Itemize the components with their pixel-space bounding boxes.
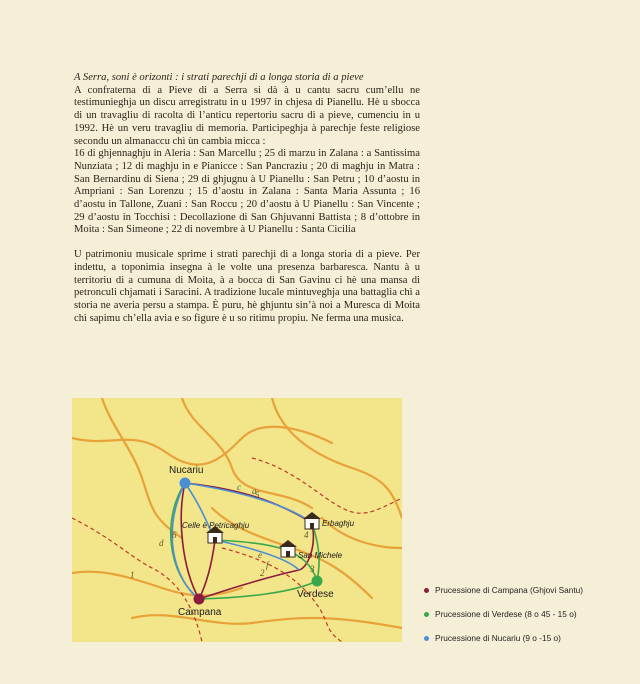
article-paragraph-calendar: 16 di ghjennaghju in Aleria : San Marcellu ; 25 di marzu in Zalana : a Santissima Nunziata ; 12 di maghju in e Pianicce : San Pancraziu ; 20 di maghju in Matra : San Bernardinu di Siena ; 29 di ghjugnu à U Pianellu : San Petru ; 10 d’aostu in Ampriani : San Lorenzu ; 15 d’aostu in Zalana : Santa Maria Assunta ; 16 d’aostu in Tallone, Zuani : San Roccu ; 20 d’aostu à U Pianellu : San Vincente ; 29 d’aostu in Tocchisi : Decollazione di San Ghjuvanni Battista ; 8 d’ottobre in Moita : San Simeone ; 22 di novembre à U Pianellu : Santa Cicilia [74,148,420,236]
route-letter-4: 4 [304,530,309,540]
route-letter-f: f [266,560,269,570]
erbaghju-label: Erbaghju [322,519,355,528]
legend-item-campana [424,578,583,602]
nucariu-marker [180,478,191,489]
route-letter-3: 3 [310,564,315,574]
campana-label: Campana [178,607,222,618]
route-letter-2: 2 [260,568,265,578]
san-michele-label: San Michele [298,551,343,560]
campana-marker [194,594,205,605]
article [74,72,420,325]
route-letter-c: c [237,482,241,492]
article-paragraph-intro: A confraterna di a Pieve di a Serra si dà à u cantu sacru cum’ellu ne testimunieghja un discu arregistratu in u 1997 in chjesa di Pianellu. Hè u sbocca di un travagliu di racolta di l’anticu repertoriu sacru di a pieve, cumenciu in u 1992. Hè un veru travagliu di memoria. Participeghja à parechje feste religiose secondu un almanaccu chì ùn cambia micca : [74,84,420,147]
route-letter-1: 1 [130,570,135,580]
procession-map [72,398,402,642]
celle-label: Celle è Petricaghju [182,521,250,530]
article-title: A Serra, soni è orizonti : i strati parechji di a longa storia di a pieve [74,72,364,83]
route-letter-e: e [258,550,262,560]
legend-label-verdese: Prucessione di Verdese (8 o 45 - 15 o) [435,609,577,619]
map-svg [72,398,402,642]
route-letter-a: a [252,486,257,496]
route-letter-6: 6 [172,530,177,540]
map-legend [424,578,583,650]
verdese-label: Verdese [297,589,334,600]
route-letter-d: d [159,538,164,548]
verdese-marker [312,576,323,587]
legend-label-nucariu: Prucessione di Nucariu (9 o -15 o) [435,633,561,643]
legend-item-nucariu [424,626,583,650]
legend-item-verdese [424,602,583,626]
nucariu-dot-icon [424,636,429,641]
verdese-dot-icon [424,612,429,617]
route-letter-5: 5 [255,490,260,500]
article-paragraph-heritage: U patrimoniu musicale sprime i strati parechji di a longa storia di a pieve. Per indettu, a toponimia insegna à le volte una presenza barbaresca. Nantu à u territoriu di a cumuna di Moita, à a bocca di San Gavinu ci hè una mansa di petronculi chjamati i Saracini. A tradizione lucale mintuveghja una battaglia chì a storia ne averia persu a stampa. È puru, hè ghjuntu sin’à noi a Muresca di Moita chì sapimu ch’ella avia e so figure è u so ritimu propiu. Ne ferma una musica. [74,249,420,324]
legend-label-campana: Prucessione di Campana (Ghjovi Santu) [435,585,584,595]
nucariu-label: Nucariu [169,465,204,476]
campana-dot-icon [424,588,429,593]
